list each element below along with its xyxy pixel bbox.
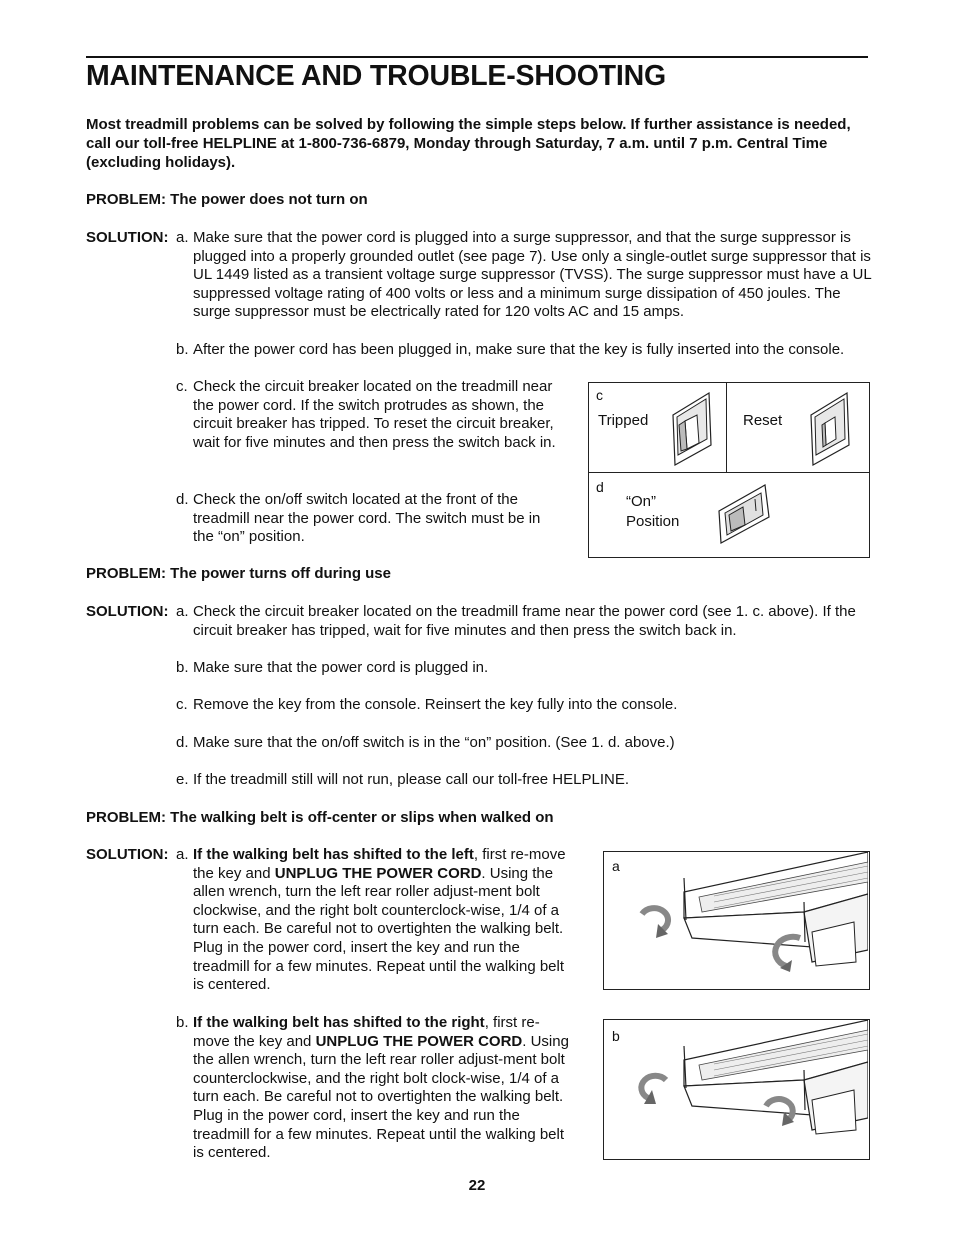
problem-1-item-b: [176, 341, 876, 360]
reset-breaker-icon: [803, 389, 857, 467]
problem-2-solution-label: SOLUTION:: [86, 603, 169, 620]
problem-3-heading: PROBLEM: The walking belt is off-center or slips when walked on: [86, 809, 554, 826]
item-text: Check the on/off switch located at the front of the treadmill near the power cord. The switch must be in the “on” position.: [193, 491, 541, 546]
item-letter: a.: [176, 603, 189, 620]
label-position: Position: [626, 513, 680, 530]
problem-1-item-c: [176, 378, 556, 452]
figure-letter-b: b: [612, 1028, 620, 1044]
item-letter: b.: [176, 1014, 189, 1031]
item-letter: e.: [176, 771, 189, 788]
label-on: “On”: [626, 493, 656, 510]
problem-2-item-b: [176, 659, 876, 678]
item-bold-heading: If the walking belt has shifted to the left: [193, 846, 474, 863]
label-reset: Reset: [743, 412, 783, 429]
problem-2-item-c: [176, 696, 876, 715]
treadmill-rear-roller-icon: [604, 852, 868, 988]
item-text: Make sure that the power cord is plugged in.: [193, 659, 489, 676]
label-tripped: Tripped: [598, 412, 649, 429]
problem-3-solution-label: SOLUTION:: [86, 846, 169, 863]
header-rule: [86, 56, 868, 58]
figure-divider-horizontal: [589, 472, 869, 473]
problem-1-item-a: [176, 229, 876, 322]
figure-letter-a: a: [612, 858, 620, 874]
item-text: Check the circuit breaker located on the treadmill near the power cord. If the switch protrudes as shown, the circuit breaker has tripped. To reset the circuit breaker, wait for five minutes and then press the switch back in.: [193, 378, 556, 451]
item-text: Make sure that the on/off switch is in the “on” position. (See 1. d. above.): [193, 734, 675, 751]
problem-1-solution-label: SOLUTION:: [86, 229, 169, 246]
item-bold-warning: UNPLUG THE POWER CORD: [274, 864, 482, 882]
item-text: After the power cord has been plugged in, make sure that the key is fully inserted into the console.: [193, 341, 845, 358]
on-off-switch-icon: [715, 481, 775, 547]
item-text: [193, 846, 574, 995]
switch-figure: [588, 382, 870, 558]
item-letter: b.: [176, 341, 189, 358]
figure-divider-vertical: [726, 383, 727, 473]
problem-1-item-d: [176, 491, 556, 547]
belt-figure-a: [603, 851, 870, 990]
figure-letter-d: d: [596, 479, 604, 495]
problem-3-item-a: [176, 846, 574, 995]
item-letter: d.: [176, 734, 189, 751]
item-letter: c.: [176, 696, 188, 713]
problem-2-item-e: [176, 771, 876, 790]
treadmill-rear-roller-icon: [604, 1020, 868, 1158]
problem-2-item-a: [176, 603, 876, 640]
item-text-part: , first re-move the key and: [193, 846, 566, 882]
item-bold-warning: UNPLUG THE POWER CORD: [315, 1032, 523, 1050]
problem-3-item-b: [176, 1014, 574, 1163]
item-text: Remove the key from the console. Reinsert the key fully into the console.: [193, 696, 678, 713]
item-text: [193, 1014, 574, 1163]
item-letter: a.: [176, 229, 189, 246]
page-title: MAINTENANCE AND TROUBLE-SHOOTING: [86, 60, 666, 92]
problem-1-heading: PROBLEM: The power does not turn on: [86, 191, 368, 208]
item-letter: c.: [176, 378, 188, 395]
belt-figure-b: [603, 1019, 870, 1160]
intro-paragraph: Most treadmill problems can be solved by following the simple steps below. If further assistance is needed, call our toll-free HELPLINE at 1-800-736-6879, Monday through Saturday, 7 a.m. until 7 p.m. Central Time (excluding holidays).: [86, 116, 851, 171]
item-text-part: . Using the allen wrench, turn the left rear roller adjust-ment bolt counterclockwise, and the right bolt clock-wise, 1/4 of a turn each. Be careful not to overtighten the walking belt. Plug in the power cord, insert the key and run the treadmill for a few minutes. Repeat until the walking belt is centered.: [193, 1032, 569, 1162]
item-text: Make sure that the power cord is plugged into a surge suppressor, and that the surge suppressor is plugged into a properly grounded outlet (see page 7). Use only a single-outlet surge suppressor that is UL 1449 listed as a transient voltage surge suppressor (TVSS). The surge suppressor must have a UL suppressed voltage rating of 400 volts or less and a minimum surge dissipation of 450 joules. The surge suppressor must be electrically rated for 120 volts AC and 15 amps.: [193, 229, 872, 321]
problem-2-item-d: [176, 734, 876, 753]
item-bold-heading: If the walking belt has shifted to the right: [193, 1014, 485, 1031]
item-text: Check the circuit breaker located on the treadmill frame near the power cord (see 1. c. above). If the circuit breaker has tripped, wait for five minutes and then press the switch back in.: [193, 603, 856, 639]
item-letter: b.: [176, 659, 189, 676]
item-text-part: . Using the allen wrench, turn the left rear roller adjust-ment bolt clockwise, and the right bolt counterclock-wise, 1/4 of a turn each. Be careful not to overtighten the walking belt. Plug in the power cord, insert the key and run the treadmill for a few minutes. Repeat until the walking belt is centered.: [193, 864, 565, 994]
item-text: If the treadmill still will not run, please call our toll-free HELPLINE.: [193, 771, 630, 788]
item-letter: d.: [176, 491, 189, 508]
page-number: 22: [468, 1177, 486, 1194]
figure-letter-c: c: [596, 387, 603, 403]
problem-2-heading: PROBLEM: The power turns off during use: [86, 565, 391, 582]
tripped-breaker-icon: [665, 389, 719, 467]
item-letter: a.: [176, 846, 189, 863]
item-text-part: , first re-move the key and: [193, 1014, 540, 1050]
